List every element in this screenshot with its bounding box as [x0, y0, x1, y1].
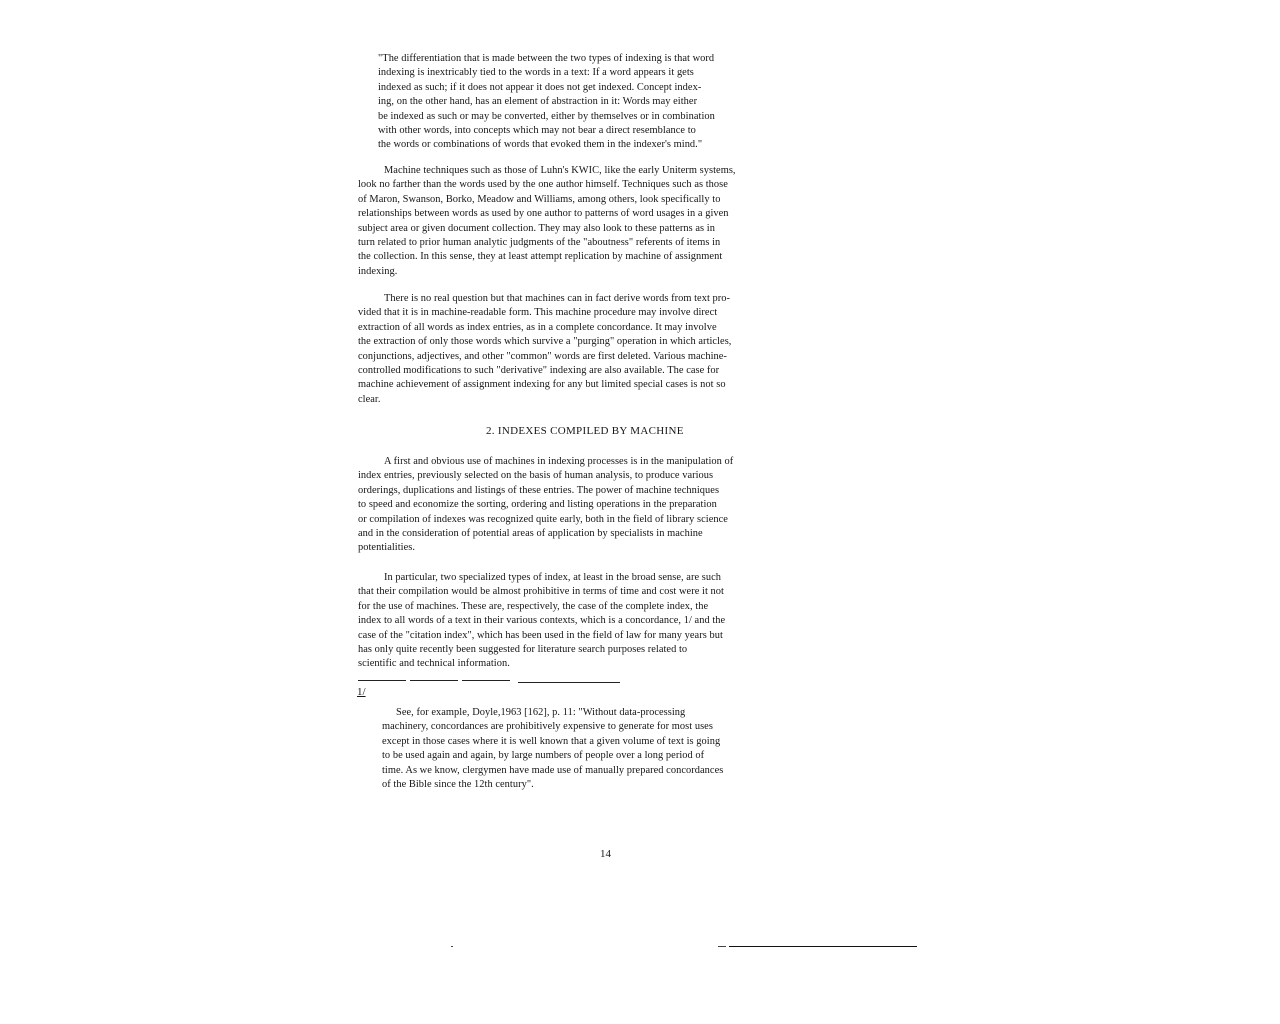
text-line: orderings, duplications and listings of these entries. The power of machine techniques	[358, 484, 720, 496]
text-line: that their compilation would be almost prohibitive in terms of time and cost were it not	[358, 586, 724, 598]
paragraph-specialized-indexes	[358, 571, 870, 672]
text-line: Machine techniques such as those of Luhn's KWIC, like the early Uniterm systems,	[384, 165, 736, 176]
text-line: the collection. In this sense, they at least attempt replication by machine of assignment	[358, 251, 723, 263]
scan-mark	[718, 946, 726, 947]
text-line: look no farther than the words used by the one author himself. Techniques such as those	[358, 179, 728, 191]
text-line: be indexed as such or may be converted, either by themselves or in combination	[378, 110, 715, 122]
text-line: scientific and technical information.	[358, 658, 510, 670]
text-line: clear.	[358, 393, 381, 405]
text-line: to be used again and again, by large numbers of people over a long period of	[382, 750, 705, 762]
text-line: indexing is inextricably tied to the words in a text: If a word appears it gets	[378, 67, 694, 79]
text-line: for the use of machines. These are, respectively, the case of the complete index, the	[358, 600, 709, 612]
text-line: and in the consideration of potential areas of application by specialists in machine	[358, 528, 703, 540]
text-line: or compilation of indexes was recognized quite early, both in the field of library science	[358, 513, 728, 525]
text-line: time. As we know, clergymen have made use of manually prepared concordances	[382, 764, 724, 776]
text-line: indexing.	[358, 265, 398, 277]
bottom-rule	[729, 946, 917, 947]
text-line: There is no real question but that machines can in fact derive words from text pro-	[384, 293, 731, 304]
text-line: with other words, into concepts which may not bear a direct resemblance to	[378, 125, 696, 137]
text-line: In particular, two specialized types of index, at least in the broad sense, are such	[384, 572, 722, 583]
block-quote	[378, 52, 858, 153]
text-line: A first and obvious use of machines in indexing processes is in the manipulation of	[384, 456, 734, 467]
text-line: "The differentiation that is made between the two types of indexing is that word	[378, 53, 715, 64]
footnote-separator	[410, 680, 458, 681]
scan-speck	[451, 946, 453, 947]
text-line: ing, on the other hand, has an element of abstraction in it: Words may either	[378, 96, 698, 108]
text-line: potentialities.	[358, 542, 416, 554]
footnote	[382, 706, 852, 792]
text-line: index to all words of a text in their various contexts, which is a concordance, 1/ and the	[358, 615, 726, 627]
text-line: See, for example, Doyle,1963 [162], p. 11: "Without data-processing	[396, 707, 686, 718]
page-number: 14	[600, 848, 611, 860]
text-line: vided that it is in machine-readable form. This machine procedure may involve direct	[358, 307, 718, 319]
text-line: machinery, concordances are prohibitively expensive to generate for most uses	[382, 721, 713, 733]
text-line: of the Bible since the 12th century".	[382, 779, 534, 791]
text-line: controlled modifications to such "derivative" indexing are also available. The case for	[358, 365, 720, 377]
paragraph-first-use	[358, 455, 870, 556]
text-line: conjunctions, adjectives, and other "common" words are first deleted. Various machine-	[358, 350, 727, 362]
text-line: relationships between words as used by one author to patterns of word usages in a given	[358, 208, 729, 220]
text-line: extraction of all words as index entries, as in a complete concordance. It may involve	[358, 321, 717, 333]
paragraph-machine-derivation	[358, 292, 870, 407]
text-line: except in those cases where it is well known that a given volume of text is going	[382, 735, 721, 747]
text-line: the extraction of only those words which survive a "purging" operation in which articles,	[358, 336, 732, 348]
footnote-separator	[462, 680, 510, 681]
text-line: turn related to prior human analytic judgments of the "aboutness" referents of items in	[358, 237, 721, 249]
text-line: case of the "citation index", which has been used in the field of law for many years but	[358, 629, 723, 641]
text-line: of Maron, Swanson, Borko, Meadow and Williams, among others, look specifically to	[358, 193, 721, 205]
text-line: to speed and economize the sorting, ordering and listing operations in the preparation	[358, 499, 717, 511]
text-line: machine achievement of assignment indexing for any but limited special cases is not so	[358, 379, 726, 391]
text-line: the words or combinations of words that evoked them in the indexer's mind."	[378, 139, 703, 151]
footnote-separator	[358, 680, 406, 681]
text-line: subject area or given document collection. They may also look to these patterns as in	[358, 222, 715, 234]
footnote-separator	[518, 682, 620, 683]
paragraph-machine-techniques	[358, 164, 870, 279]
text-line: indexed as such; if it does not appear it does not get indexed. Concept index-	[378, 81, 702, 93]
text-line: has only quite recently been suggested for literature search purposes related to	[358, 644, 688, 656]
text-line: index entries, previously selected on the basis of human analysis, to produce various	[358, 470, 714, 482]
footnote-marker: 1/	[357, 686, 366, 698]
section-heading: 2. INDEXES COMPILED BY MACHINE	[486, 425, 684, 437]
